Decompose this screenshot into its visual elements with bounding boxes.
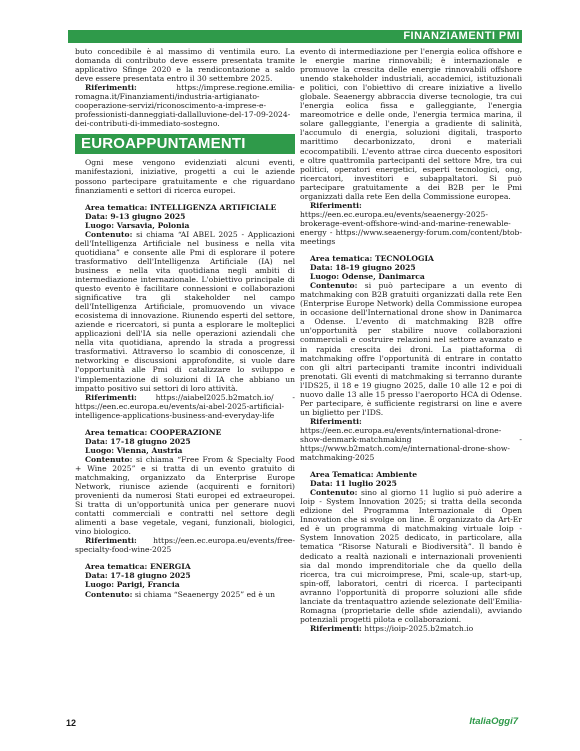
event-references: Riferimenti: https://een.ec.europa.eu/events/international-drone-show-denmark-matchmaking - https://www.b2match.com/e/international-drone-show-matchmaking-2025 — [300, 416, 522, 463]
event-content: Contenuto: sino al giorno 11 luglio si può aderire a Ioip - System Innovation 2025; si tratta della seconda edizione del Programma Internazionale di Open Innovation che si svolge on line. È organizzato da Art-Er ed è un programma di matchmaking virtuale Ioip - System Innovation 2025 dedicato, in particolare, alla tematica “Risorse Naturali e Biodiversità”. Il bando è dedicato a realtà nazionali e internazionali provenienti sia dal mondo imprenditoriale che da quello della ricerca, tra cui microimprese, Pmi, scale-up, start-up, spin-off, laboratori, centri di ricerca. I partecipanti avranno l'opportunità di proporre soluzioni alle sfide lanciate da trentaquattro aziende selezionate dell'Emilia-Romagna (proprietarie delle sfide aziendali), avviando potenziali progetti pilota e collaborazioni. — [300, 488, 522, 624]
event-content-continued: evento di intermediazione per l'energia eolica offshore e le energie marine rinnovabili; è internazionale e promuove la crescita delle energie rinnovabili offshore unendo stakeholder industriali, accademici, istituzionali e politici, con l'obiettivo di creare iniziative a livello globale. Seaenergy abbraccia diverse tecnologie, tra cui l'energia eolica fissa e galleggiante, l'energia mareomotrice e delle onde, l'energia termica marina, il solare galleggiante, l'energia a gradiente di salinità, l'accumulo di energia, soluzioni digitali, trasporto marittimo decarbonizzato, droni e materiali ecocompatibili. L'evento attrae circa duecento espositori e oltre quattromila partecipanti del settore Mre, tra cui politici, operatori energetici, esperti tecnologici, ong, ricercatori, investitori e subappaltatori. Si può partecipare gratuitamente a dei B2B per le Pmi organizzati dalla rete Een della Commissione europea. — [300, 47, 522, 201]
event-references: Riferimenti: https://ioip-2025.b2match.io — [310, 623, 474, 633]
event-date: Data: 9-13 giugno 2025 — [85, 211, 186, 221]
event-date: Data: 17-18 giugno 2025 — [85, 571, 191, 581]
right-column — [300, 47, 522, 633]
event-date: Data: 11 luglio 2025 — [310, 479, 397, 489]
event-area: Area tematica: COOPERAZIONE — [85, 427, 222, 437]
event-references: Riferimenti: https://aiabel2025.b2match.io/ - https://een.ec.europa.eu/events/ai-abel-2025-artificial-intelligence-applications-business-and-everyday-life — [75, 392, 295, 420]
publication-logo: ItaliaOggi7 — [469, 716, 518, 727]
event-place: Luogo: Varsavia, Polonia — [85, 220, 190, 230]
event-area: Area tematica: INTELLIGENZA ARTIFICIALE — [85, 202, 277, 212]
event-area: Area tematica: ENERGIA — [85, 562, 191, 572]
page-number: 12 — [66, 718, 77, 728]
event-area: Area Tematica: Ambiente — [310, 470, 418, 480]
intro-references: Riferimenti: https://imprese.regione.emilia-romagna.it/Finanziamenti/industria-artigianato-cooperazione-servizi/riconoscimento-a-imprese-e-professionisti-danneggiati-dallalluvione-del-17-09-2024-dei-contributi-di-immediato-sostegno. — [75, 83, 295, 129]
event-content: Contenuto: si chiama “Free From & Specialty Food + Wine 2025” e si tratta di un evento gratuito di matchmaking, organizzato da Enterprise Europe Network, riunisce aziende (acquirenti e fornitori) provenienti da numerosi Stati europei ed extraeuropei. Si tratta di un'opportunità unica per generare nuovi contatti commerciali e contratti nel settore degli alimenti a base vegetale, vegani, funzionali, biologici, vino biologico. — [75, 454, 296, 537]
event-area: Area tematica: TECNOLOGIA — [310, 254, 434, 264]
banner-intro: Ogni mese vengono evidenziati alcuni eventi, manifestazioni, iniziative, progetti a cui le aziende possono partecipare gratuitamente e che riguardano finanziamenti e settori di ricerca europei. — [75, 158, 295, 195]
event-date: Data: 18-19 giugno 2025 — [310, 263, 416, 273]
euroappuntamenti-banner: EUROAPPUNTAMENTI — [75, 134, 295, 154]
event-place: Luogo: Odense, Danimarca — [310, 272, 425, 282]
section-title: FINANZIAMENTI PMI — [403, 30, 520, 42]
event-content: Contenuto: si chiama “AI ABEL 2025 - Applicazioni dell'Intelligenza Artificiale nel business e nella vita quotidiana” e consente alle Pmi di esplorare il potere trasformativo dell'Intelligenza Artificiale (IA) nel business e nella vita quotidiana negli ambiti di intermediazione internazionale. L'obiettivo principale di questo evento è facilitare connessioni e collaborazioni significative tra gli stakeholder nel campo dell'Intelligenza Artificiale, promuovendo un vivace ecosistema di innovazione. Riunendo esperti del settore, aziende e ricercatori, si punta a esplorare le molteplici applicazioni dell'IA sia nelle operazioni aziendali che nella vita quotidiana, aprendo la strada a progressi trasformativi. Attraverso lo scambio di conoscenze, il networking e discussioni approfondite, si vuole dare l'opportunità alle Pmi di catalizzare lo sviluppo e l'implementazione di soluzioni di IA che abbiano un impatto positivo sui settori di loro attività. — [75, 229, 295, 393]
event-place: Luogo: Vienna, Austria — [85, 445, 183, 455]
event-content: Contenuto: si può partecipare a un evento di matchmaking con B2B gratuiti organizzati dalla rete Een (Enterprise Europe Network) della Commissione europea in occasione dell'International drone show in Danimarca a Odense. L'evento di matchmaking B2B offre un'opportunità per stabilire nuove collaborazioni commerciali e costruire relazioni nel settore avanzato e in rapida crescita dei droni. La piattaforma di matchmaking offre l'opportunità di entrare in contatto con gli altri partecipanti tramite incontri individuali prenotati. Gli eventi di matchmaking si terranno durante l'IDS25, il 18 e 19 giugno 2025, dalle 10 alle 12 e poi di nuovo dalle 13 alle 15 presso l'aeroporto HCA di Odense. Per partecipare, è sufficiente registrarsi on line e avere un biglietto per l'IDS. — [300, 281, 522, 417]
event-date: Data: 17-18 giugno 2025 — [85, 436, 191, 446]
event-references: Riferimenti: https://een.ec.europa.eu/events/free-specialty-food-wine-2025 — [75, 536, 295, 555]
intro-paragraph: buto concedibile è al massimo di ventimila euro. La domanda di contributo deve essere presentata tramite applicativo Sfinge 2020 e la rendicontazione a saldo deve essere presentata entro il 30 settembre 2025. — [75, 47, 295, 84]
event-place: Luogo: Parigi, Francia — [85, 580, 180, 590]
event-content: Contenuto: si chiama “Seaenergy 2025” ed è un — [85, 589, 276, 599]
event-references: Riferimenti: https://een.ec.europa.eu/events/seaenergy-2025-brokerage-event-offshore-wind-and-marine-renewable-energy - https://www.seaenergy-forum.com/content/btob-meetings — [300, 200, 522, 246]
left-column — [75, 47, 295, 599]
